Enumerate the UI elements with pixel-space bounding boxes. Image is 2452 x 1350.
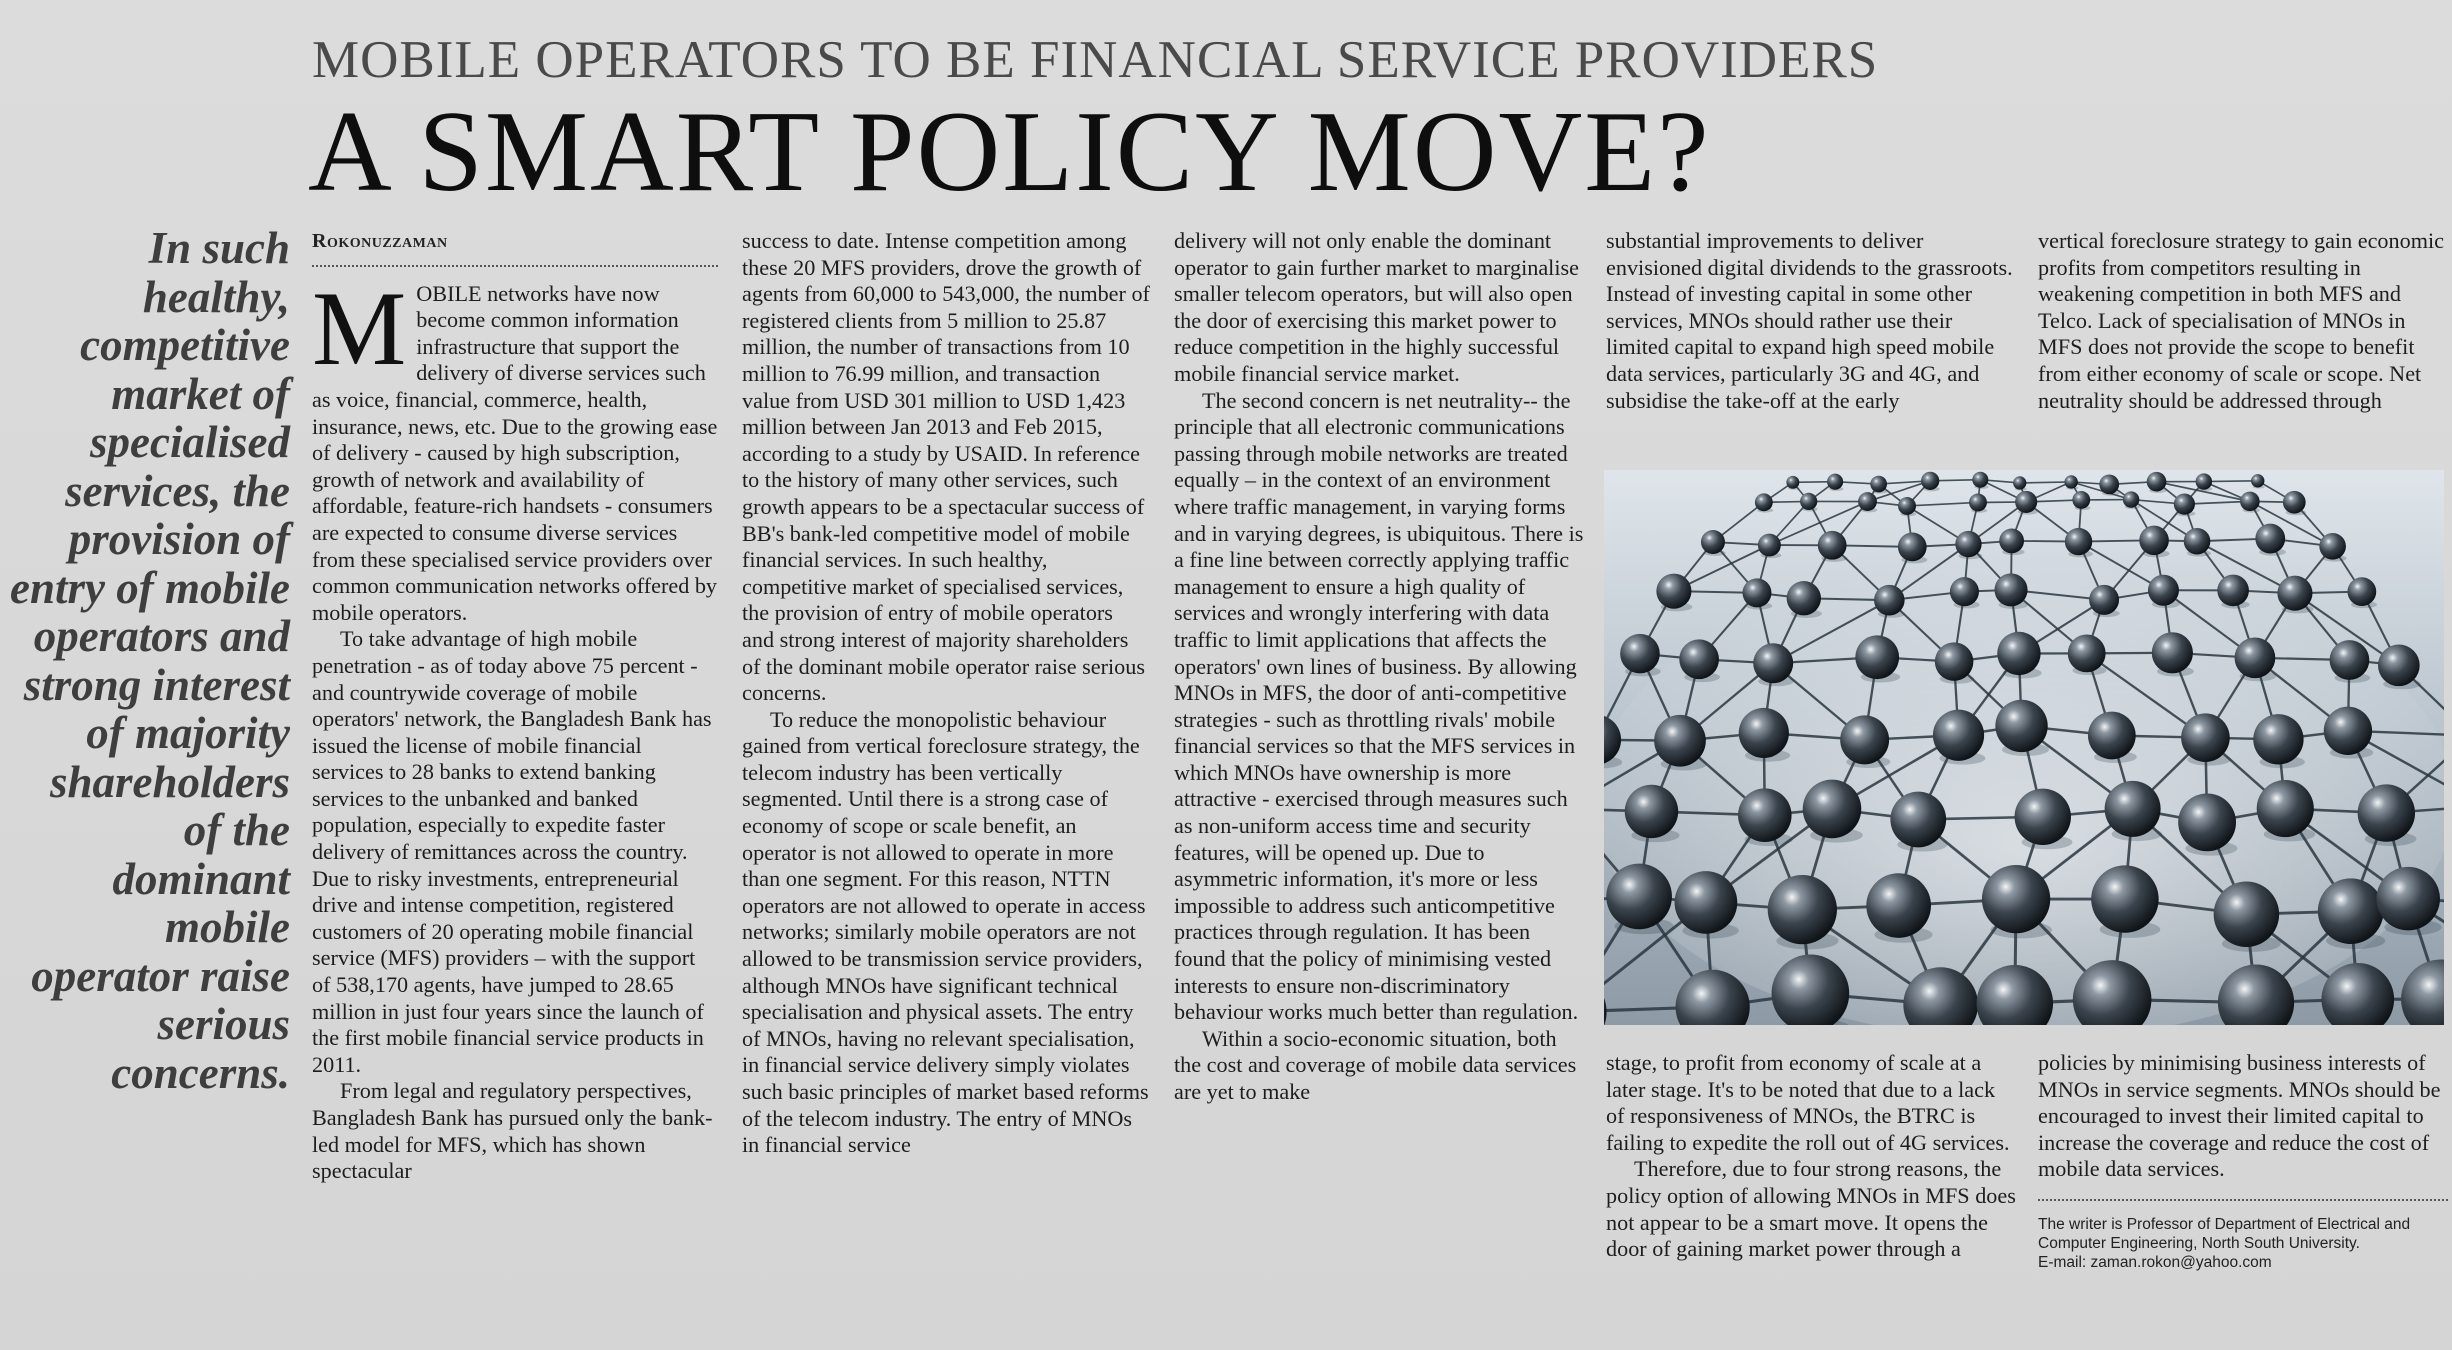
network-node bbox=[1969, 494, 1987, 512]
network-node bbox=[1755, 493, 1773, 511]
network-node bbox=[2253, 714, 2303, 764]
network-node bbox=[1898, 497, 1916, 515]
network-node bbox=[1995, 700, 2047, 752]
network-node bbox=[2065, 528, 2092, 555]
network-node bbox=[1827, 474, 1843, 490]
network-node bbox=[1933, 710, 1984, 761]
network-node bbox=[2217, 575, 2249, 607]
author-note bbox=[2038, 1215, 2448, 1272]
network-node bbox=[2015, 789, 2071, 845]
network-node bbox=[2099, 474, 2119, 494]
network-node bbox=[1890, 792, 1946, 848]
paragraph: Within a socio-economic situation, both the cost and coverage of mobile data services are yet to make bbox=[1174, 1025, 1577, 1104]
network-node bbox=[2091, 865, 2158, 932]
article-column-5-top bbox=[2038, 228, 2448, 414]
network-node bbox=[1870, 476, 1887, 493]
network-node bbox=[1874, 585, 1905, 616]
network-node bbox=[1701, 530, 1725, 554]
network-node bbox=[1840, 715, 1889, 764]
network-node bbox=[1898, 532, 1927, 561]
network-link bbox=[2020, 482, 2071, 483]
network-node bbox=[1935, 642, 1974, 681]
network-node bbox=[1786, 476, 1799, 489]
network-node bbox=[2330, 640, 2370, 680]
network-node bbox=[1743, 578, 1772, 607]
network-node bbox=[1999, 529, 2024, 554]
network-node bbox=[2319, 533, 2346, 560]
article-column-2 bbox=[742, 228, 1150, 1159]
network-node bbox=[2015, 491, 2037, 513]
network-node bbox=[2152, 632, 2193, 673]
network-node bbox=[1654, 715, 1706, 767]
drop-cap: M bbox=[312, 269, 407, 387]
network-node bbox=[2178, 793, 2236, 851]
network-node bbox=[2283, 491, 2306, 514]
network-node bbox=[1972, 472, 1988, 488]
lead-word: OBILE bbox=[416, 280, 482, 306]
network-node bbox=[1997, 632, 2040, 675]
network-node bbox=[2277, 576, 2312, 611]
network-node bbox=[2072, 491, 2090, 509]
network-node bbox=[1950, 577, 1979, 606]
network-node bbox=[1955, 531, 1981, 557]
network-node bbox=[1753, 643, 1793, 683]
network-node bbox=[2068, 634, 2106, 672]
network-node bbox=[1858, 492, 1877, 511]
network-node bbox=[2013, 476, 2026, 489]
article-column-3 bbox=[1174, 228, 1584, 1106]
network-node bbox=[1625, 785, 1678, 838]
network-node bbox=[1921, 472, 1939, 490]
network-node bbox=[2378, 644, 2420, 686]
network-node bbox=[2123, 491, 2139, 507]
network-node bbox=[2235, 637, 2276, 678]
divider bbox=[2038, 1199, 2448, 1201]
network-node bbox=[2147, 472, 2167, 492]
network-node bbox=[2174, 493, 2195, 514]
network-node bbox=[2318, 878, 2384, 944]
network-node bbox=[2376, 867, 2440, 931]
network-node bbox=[2148, 575, 2179, 606]
main-headline: A SMART POLICY MOVE? bbox=[308, 88, 1711, 216]
network-node bbox=[1606, 864, 1672, 930]
paragraph: delivery will not only enable the dominant operator to gain further market to marginalise smaller telecom operators, but will also open the door of exercising this market power to reduce competition in the highly successful mobile financial service market. bbox=[1174, 228, 1579, 386]
network-node bbox=[2196, 473, 2212, 489]
paragraph: From legal and regulatory perspectives, Bangladesh Bank has pursued only the bank-led model for MFS, which has shown spectacular bbox=[312, 1078, 713, 1184]
network-node bbox=[2181, 713, 2230, 762]
paragraph: stage, to profit from economy of scale at a later stage. It's to be noted that due to a lack of responsiveness of MNOs, the BTRC is failing to expedite the roll out of 4G services. bbox=[1606, 1050, 2010, 1155]
network-node bbox=[2324, 707, 2372, 755]
author-email: E-mail: zaman.rokon@yahoo.com bbox=[2038, 1253, 2272, 1271]
network-node bbox=[2214, 882, 2279, 947]
network-molecules-illustration bbox=[1604, 470, 2444, 1025]
article-column-1 bbox=[312, 228, 718, 1185]
network-node bbox=[1995, 573, 2028, 606]
network-node bbox=[2139, 526, 2169, 556]
network-node bbox=[1758, 534, 1781, 557]
pull-quote: In such healthy, competitive market of specialised services, the provision of entry of mobile operators and strong interest of majority shareholders of the dominant mobile operator raise serious concerns. bbox=[10, 223, 290, 1098]
article-column-5-bottom bbox=[2038, 1050, 2448, 1272]
network-node bbox=[2257, 780, 2314, 837]
network-node bbox=[1787, 581, 1821, 615]
paragraph-text: networks have now become common information infrastructure that support the delivery of diverse services such as voice, financial, commerce, health, insurance, news, etc. Due to the growing ease of delivery - caused by high subscription, growth of network and availability of affordable, feature-rich handsets - consumers are expected to consume diverse services from these specialised service providers over common communication networks offered by mobile operators. bbox=[312, 280, 718, 625]
article-column-4-bottom bbox=[1606, 1050, 2018, 1263]
byline: Rokonuzzaman bbox=[312, 228, 718, 267]
network-node bbox=[1803, 780, 1862, 839]
paragraph: To take advantage of high mobile penetration - as of today above 75 percent - and countrywide coverage of mobile operators' network, the Bangladesh Bank has issued the license of mobile financial services to 28 banks to extend banking services to the unbanked and banked population, especially to expedite faster delivery of remittances across the country. Due to risky investments, entrepreneurial drive and intense competition, registered customers of 20 operating mobile financial service (MFS) providers – with the support of 538,170 agents, have jumped to 28.65 million in just four years since the launch of the first mobile financial service products in 2011. bbox=[312, 626, 712, 1077]
network-node bbox=[1656, 574, 1691, 609]
paragraph: substantial improvements to deliver envisioned digital dividends to the grassroots. Instead of investing capital in some other services, MNOs should rather use their limited capital to expand high speed mobile data services, particularly 3G and 4G, and subsidise the take-off at the early bbox=[1606, 228, 2013, 413]
network-node bbox=[1768, 875, 1837, 944]
paragraph: vertical foreclosure strategy to gain economic profits from competitors resulting in weakening competition in both MFS and Telco. Lack of specialisation of MNOs in MFS does not provide the scope to benefit from either economy of scale or scope. Net neutrality should be addressed through bbox=[2038, 228, 2444, 413]
author-credit: The writer is Professor of Department of Electrical and Computer Engineering, North South University. bbox=[2038, 1215, 2411, 1252]
network-node bbox=[1679, 639, 1719, 679]
network-node bbox=[1982, 865, 2050, 933]
paragraph: The second concern is net neutrality-- the principle that all electronic communications passing through mobile networks are treated equally – in the context of an environment where traffic management, in varying forms and in varying degrees, is ubiquitous. There is a fine line between correctly applying traffic management to ensure a high quality of services and wrongly interfering with data traffic to limit applications that affects the operators' own lines of business. By allowing MNOs in MFS, the door of anti-competitive strategies - such as throttling rivals' mobile financial services so that the MFS services in which MNOs have ownership is more attractive - exercised through measures such as non-uniform access time and security features, will be opened up. Due to asymmetric information, it's more or less impossible to address such anticompetitive practices through regulation. It has been found that the policy of minimising vested interests to ensure non-discriminatory behaviour works much better than regulation. bbox=[1174, 387, 1584, 1025]
network-node bbox=[2358, 784, 2415, 841]
network-node bbox=[2088, 712, 2136, 760]
network-node bbox=[1620, 634, 1660, 674]
network-node bbox=[2255, 524, 2285, 554]
network-node bbox=[1800, 493, 1817, 510]
network-node bbox=[2105, 781, 2161, 837]
network-node bbox=[1738, 788, 1792, 842]
network-node bbox=[1818, 531, 1847, 560]
network-node bbox=[1866, 873, 1931, 938]
network-node bbox=[1739, 708, 1789, 758]
network-node bbox=[2184, 528, 2211, 555]
paragraph: Therefore, due to four strong reasons, the policy option of allowing MNOs in MFS does not appear to be a smart move. It opens the door of gaining market power through a bbox=[1606, 1156, 2016, 1262]
paragraph: success to date. Intense competition among these 20 MFS providers, drove the growth of agents from 60,000 to 543,000, the number of registered clients from 5 million to 25.87 million, the number of transactions from 10 million to 76.99 million, and transaction value from USD 301 million to USD 1,423 million between Jan 2013 and Feb 2015, according to a study by USAID. In reference to the history of many other services, such growth appears to be a spectacular success of BB's bank-led competitive model of mobile financial services. In such healthy, competitive market of specialised services, the provision of entry of mobile operators and strong interest of majority shareholders of the dominant mobile operator raise serious concerns. bbox=[742, 228, 1150, 706]
kicker-headline: MOBILE OPERATORS TO BE FINANCIAL SERVICE PROVIDERS bbox=[312, 31, 1879, 89]
network-node bbox=[2064, 475, 2077, 488]
network-node bbox=[2347, 577, 2376, 606]
network-node bbox=[2240, 492, 2260, 512]
paragraph: policies by minimising business interests of MNOs in service segments. MNOs should be encouraged to invest their limited capital to increase the coverage and reduce the cost of mobile data services. bbox=[2038, 1050, 2441, 1182]
network-node bbox=[2251, 474, 2264, 487]
paragraph bbox=[312, 269, 718, 627]
network-node bbox=[1855, 635, 1899, 679]
network-node bbox=[2089, 585, 2119, 615]
article-column-4-top bbox=[1606, 228, 2018, 414]
paragraph: To reduce the monopolistic behaviour gained from vertical foreclosure strategy, the telecom industry has been vertically segmented. Until there is a strong case of economy of scope or scale benefit, an operator is not allowed to operate in more than one segment. For this reason, NTTN operators are not allowed to operate in access networks; similarly mobile operators are not allowed to be transmission service providers, although MNOs have significant technical specialisation and physical assets. The entry of MNOs, having no relevant specialisation, in financial service delivery simply violates such basic principles of market based reforms of the telecom industry. The entry of MNOs in financial service bbox=[742, 706, 1149, 1158]
network-node bbox=[1675, 871, 1738, 934]
